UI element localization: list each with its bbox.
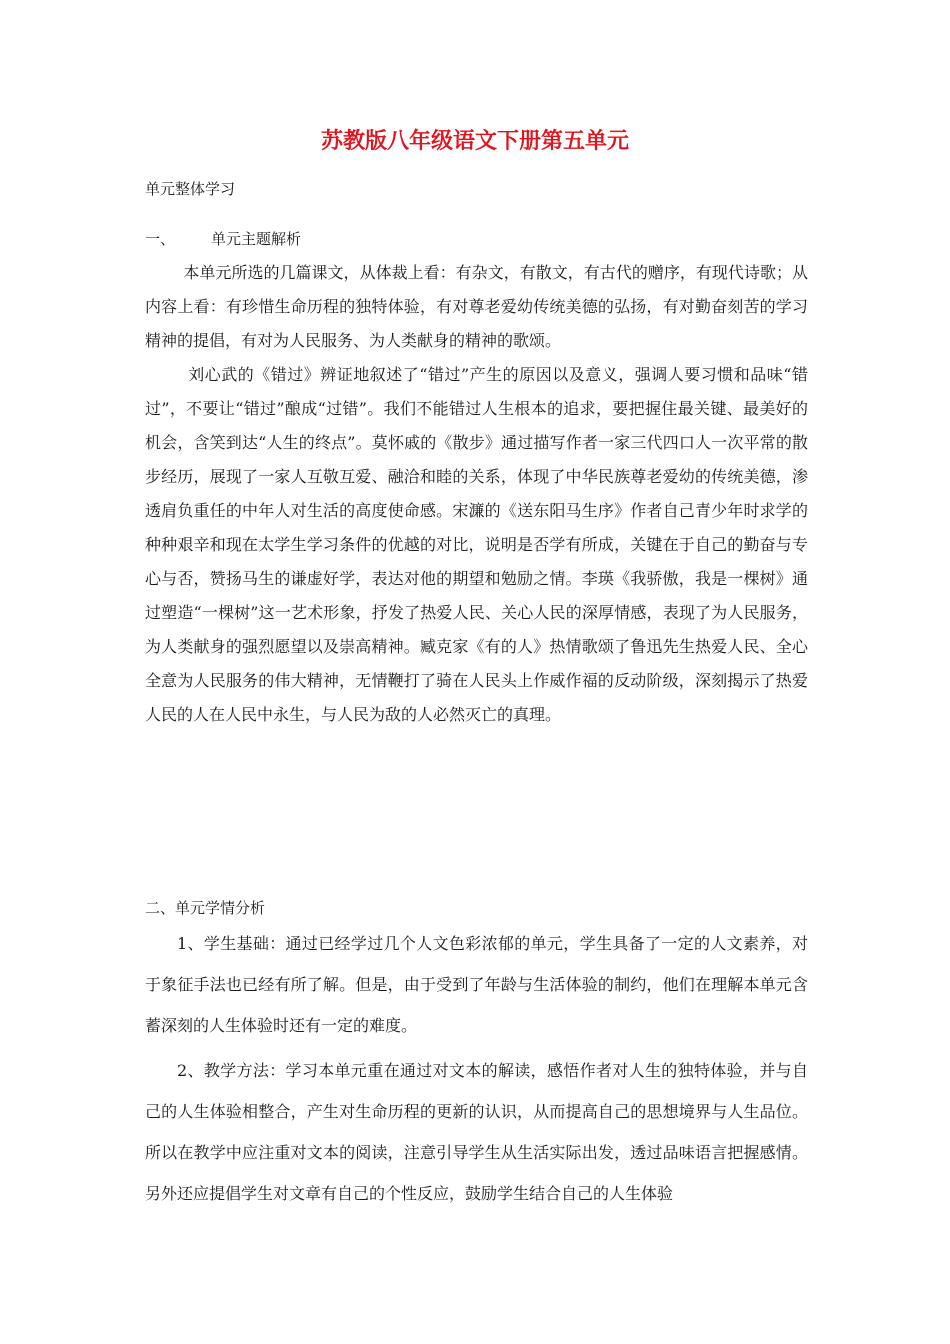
section-1-title: 单元主题解析 [211, 230, 302, 248]
section-2-heading: 二、单元学情分析 [145, 899, 266, 917]
section-1-paragraph-1: 本单元所选的几篇课文，从体裁上看：有杂文，有散文，有古代的赠序，有现代诗歌；从内容上看：有珍惜生命历程的独特体验，有对尊老爱幼传统美德的弘扬，有对勤奋刻苦的学习精神的提倡，有对为人民服务、为人类献身的精神的歌颂。 [145, 263, 808, 350]
document-title: 苏教版八年级语文下册第五单元 [320, 129, 629, 154]
section-1-heading [145, 228, 301, 249]
section-1-paragraph-2: 刘心武的《错过》辨证地叙述了“错过”产生的原因以及意义，强调人要习惯和品味“错过”，不要让“错过”酿成“过错”。我们不能错过人生根本的追求，要把握住最关键、最美好的机会，含笑到达“人生的终点”。莫怀戚的《散步》通过描写作者一家三代四口人一次平常的散步经历，展现了一家人互敬互爱、融洽和睦的关系，体现了中华民族尊老爱幼的传统美德，渗透肩负重任的中年人对生活的高度使命感。宋濂的《送东阳马生序》作者自己青少年时求学的种种艰辛和现在太学生学习条件的优越的对比，说明是否学有所成，关键在于自己的勤奋与专心与否，赞扬马生的谦虚好学，表达对他的期望和勉励之情。李瑛《我骄傲，我是一棵树》通过塑造“一棵树”这一艺术形象，抒发了热爱人民、关心人民的深厚情感，表现了为人民服务，为人类献身的强烈愿望以及崇高精神。臧克家《有的人》热情歌颂了鲁迅先生热爱人民、全心全意为人民服务的伟大精神，无情鞭打了骑在人民头上作威作福的反动阶级，深刻揭示了热爱人民的人在人民中永生，与人民为敌的人必然灭亡的真理。 [145, 365, 808, 724]
section-2-paragraph-2: 2、教学方法：学习本单元重在通过对文本的解读，感悟作者对人生的独特体验，并与自己的人生体验相整合，产生对生命历程的更新的认识，从而提高自己的思想境界与人生品位。所以在教学中应注重对文本的阅读，注意引导学生从生活实际出发，透过品味语言把握感情。另外还应提倡学生对文章有自己的个性反应，鼓励学生结合自己的人生体验 [145, 1061, 808, 1203]
section-2-paragraph-1: 1、学生基础：通过已经学过几个人文色彩浓郁的单元，学生具备了一定的人文素养，对于象征手法也已经有所了解。但是，由于受到了年龄与生活体验的制约，他们在理解本单元含蓄深刻的人生体验时还有一定的难度。 [145, 934, 808, 1035]
section-1-number: 一、 [145, 230, 176, 248]
subheading: 单元整体学习 [145, 180, 236, 198]
